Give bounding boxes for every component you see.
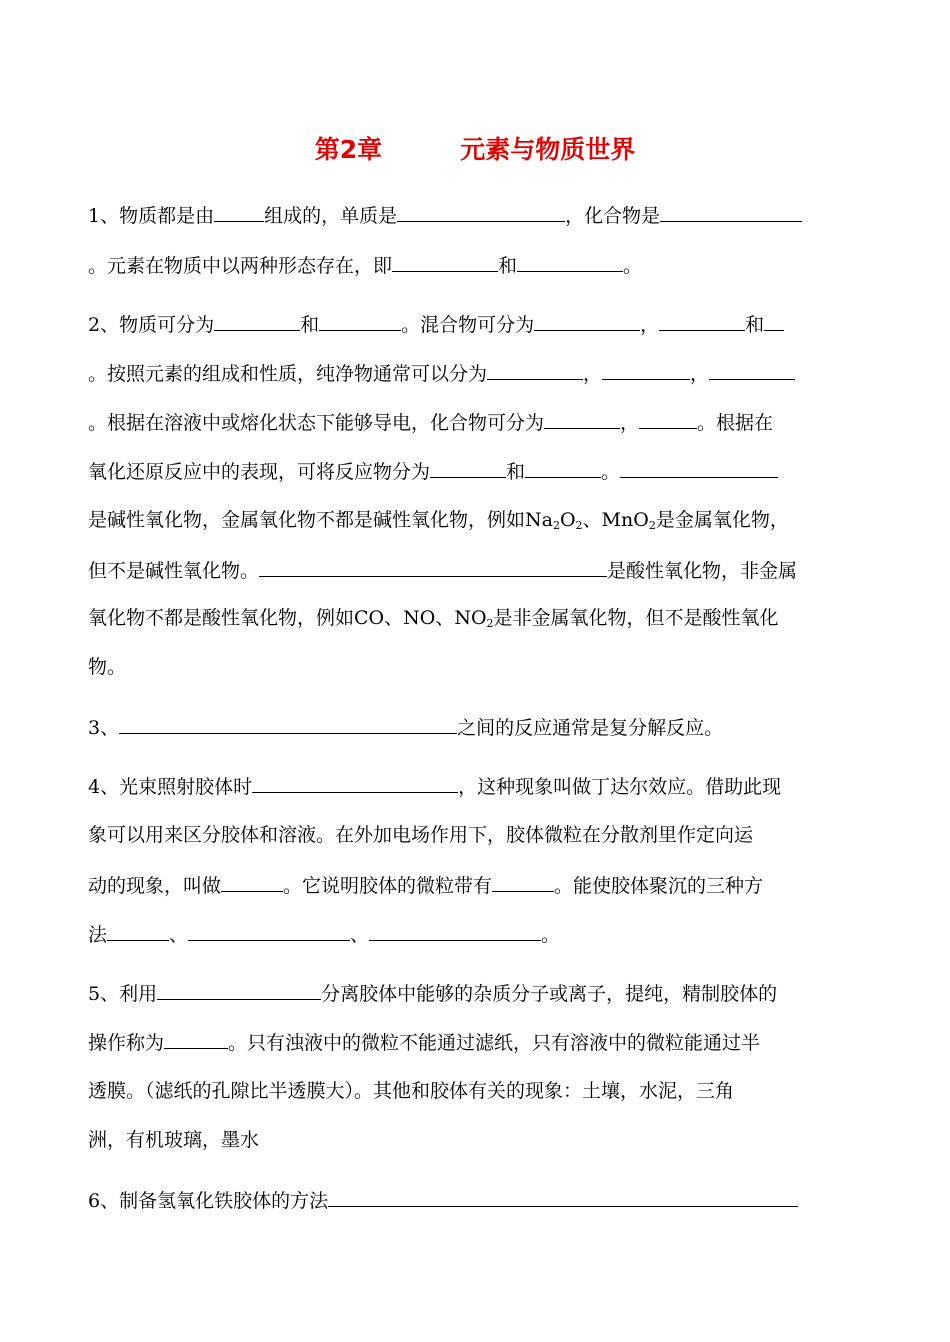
blank[interactable] <box>188 920 350 941</box>
q2-line-5: 是碱性氧化物，金属氧化物不都是碱性氧化物，例如$Na_2O_2$、MnO$_2$是金属氧化物， <box>88 509 789 532</box>
q5-line-2: 操作称为 。只有浊液中的微粒不能通过滤纸，只有溶液中的微粒能通过半 <box>88 1028 760 1057</box>
blank[interactable] <box>492 871 554 892</box>
q2-line-6: 但不是碱性氧化物。 是酸性氧化物，非金属 <box>88 556 797 585</box>
blank[interactable] <box>525 457 601 478</box>
blank[interactable] <box>764 310 784 331</box>
blank[interactable] <box>214 201 264 222</box>
q1-line-2: 。元素在物质中以两种形态存在，即 和 。 <box>88 251 642 280</box>
q2-line-3: 。根据在溶液中或熔化状态下能够导电，化合物可分为 ， 。根据在 <box>88 408 773 437</box>
blank[interactable] <box>709 359 795 380</box>
blank[interactable] <box>397 201 565 222</box>
blank[interactable] <box>259 556 607 577</box>
blank[interactable] <box>164 1028 228 1049</box>
blank[interactable] <box>107 920 169 941</box>
q2-line-8: 物。 <box>88 656 127 678</box>
blank[interactable] <box>487 359 583 380</box>
chapter-number: 第2章 <box>314 135 383 164</box>
blank[interactable] <box>119 713 457 734</box>
chapter-name: 元素与物质世界 <box>460 135 636 164</box>
blank[interactable] <box>660 201 802 222</box>
q4-line-1: 4、光束照射胶体时 ，这种现象叫做丁达尔效应。借助此现 <box>88 772 781 801</box>
q4-line-2: 象可以用来区分胶体和溶液。在外加电场作用下，胶体微粒在分散剂里作定向运 <box>88 824 754 846</box>
blank[interactable] <box>534 310 640 331</box>
q5-line-1: 5、利用 分离胶体中能够的杂质分子或离子，提纯，精制胶体的 <box>88 979 777 1008</box>
blank[interactable] <box>328 1186 798 1207</box>
q2-line-1: 2、物质可分为 和 。混合物可分为 ， 和 <box>88 310 784 339</box>
blank[interactable] <box>369 920 541 941</box>
blank[interactable] <box>157 979 321 1000</box>
q6-line-1: 6、制备氢氧化铁胶体的方法 <box>88 1186 798 1215</box>
blank[interactable] <box>221 871 283 892</box>
blank[interactable] <box>544 408 620 429</box>
blank[interactable] <box>517 251 623 272</box>
blank[interactable] <box>319 310 401 331</box>
blank[interactable] <box>639 408 697 429</box>
blank[interactable] <box>392 251 498 272</box>
q2-line-2: 。按照元素的组成和性质，纯净物通常可以分为 ， ， <box>88 359 795 388</box>
q3-line-1: 3、 之间的反应通常是复分解反应。 <box>88 713 723 742</box>
q2-line-4: 氧化还原反应中的表现，可将反应物分为 和 。 <box>88 457 778 486</box>
blank[interactable] <box>602 359 690 380</box>
q4-line-3: 动的现象，叫做 。它说明胶体的微粒带有 。能使胶体聚沉的三种方 <box>88 871 763 900</box>
blank[interactable] <box>214 310 300 331</box>
blank[interactable] <box>252 772 458 793</box>
q4-line-4: 法 、 、 。 <box>88 920 560 949</box>
blank[interactable] <box>620 457 778 478</box>
q5-line-4: 洲，有机玻璃，墨水 <box>88 1129 260 1151</box>
page-title <box>0 130 950 166</box>
blank[interactable] <box>430 457 506 478</box>
q5-line-3: 透膜。（滤纸的孔隙比半透膜大）。其他和胶体有关的现象：土壤，水泥，三角 <box>88 1080 735 1102</box>
q2-line-7: 氧化物不都是酸性氧化物，例如CO、NO、$NO_2$是非金属氧化物，但不是酸性氧化 <box>88 607 779 630</box>
blank[interactable] <box>659 310 745 331</box>
q1-line-1: 1、物质都是由 组成的，单质是 ，化合物是 <box>88 201 802 230</box>
